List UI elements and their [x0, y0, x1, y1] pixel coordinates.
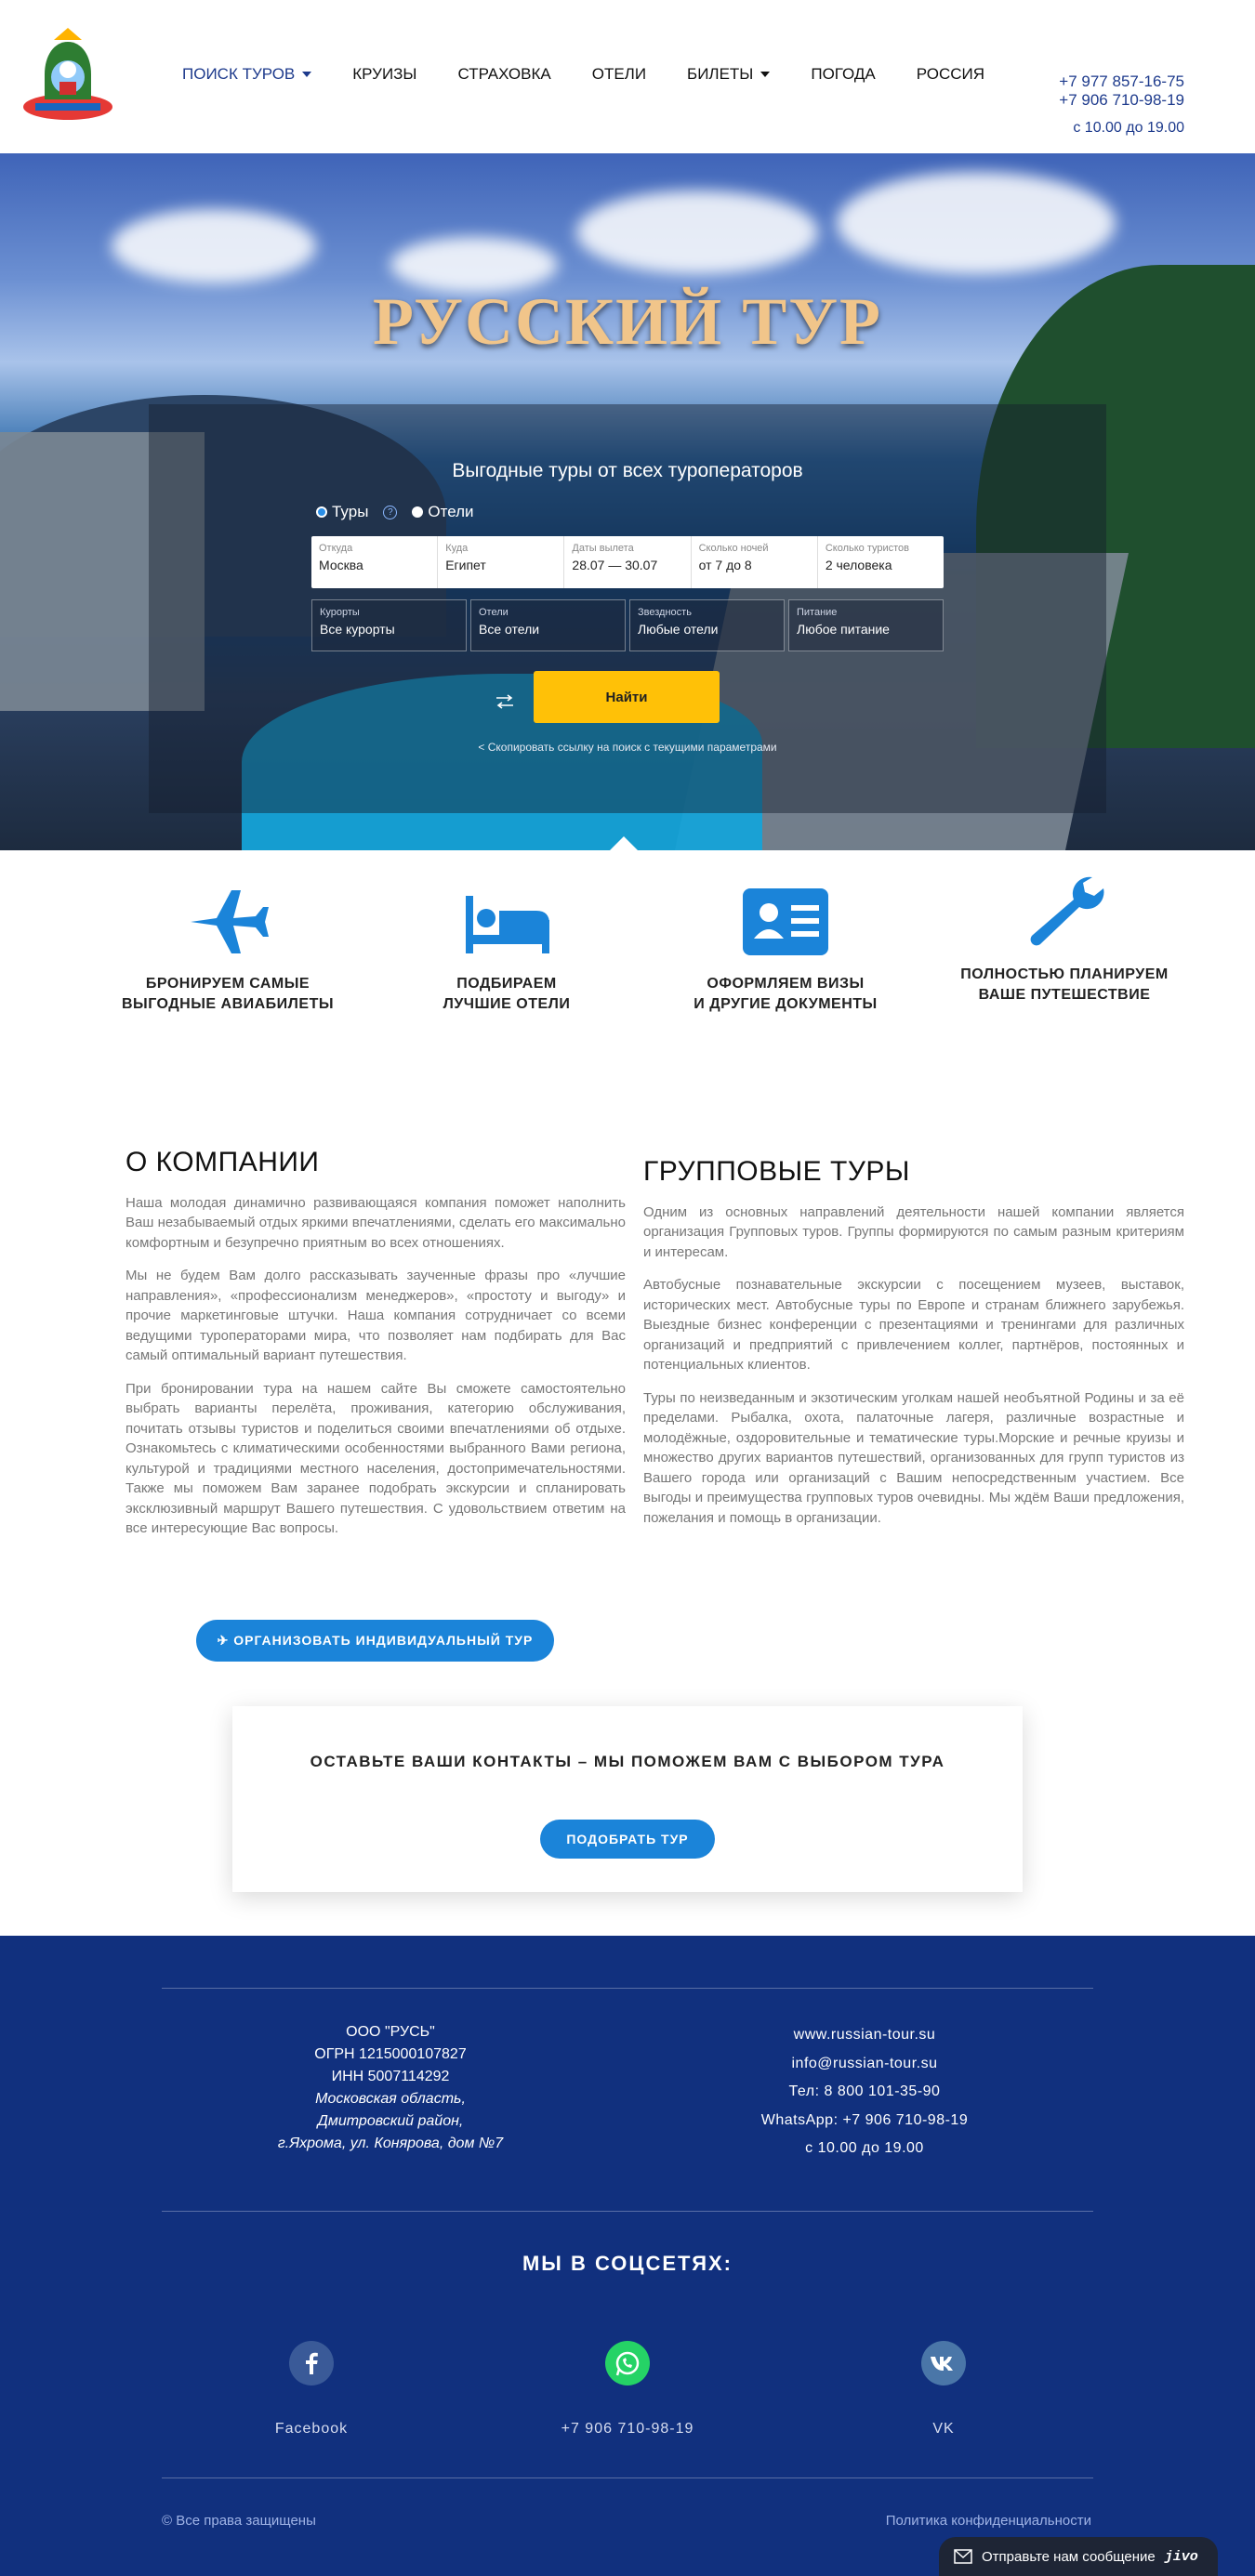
field-label: Отели — [479, 607, 509, 618]
nav-item-cruises[interactable] — [352, 65, 416, 84]
feature-line: ПОДБИРАЕМ — [456, 976, 557, 992]
wrench-icon — [1020, 874, 1109, 950]
divider — [162, 2211, 1093, 2212]
copyright: © Все права защищены — [162, 2513, 316, 2529]
social-facebook[interactable] — [209, 2341, 414, 2438]
group-paragraph: Туры по неизведанным и экзотическим уголкам нашей необъятной Родины и за её пределами. Рыбалка, охота, палаточные лагеря, различные возрастные и молодёжные, оздоровительные и тематические туры.Морские и речные круизы и множество других вариантов путешествий, организованных для групп туристов из Вашего города или организаций с Вашим непосредственным участием. Все выгоды и преимущества групповых туров очевидны. Мы ждём Ваши предложения, пожелания и помощь в организации. — [643, 1389, 1184, 1526]
nav-label: РОССИЯ — [916, 65, 985, 83]
feature-planning — [958, 874, 1171, 1005]
group-title: ГРУППОВЫЕ ТУРЫ — [643, 1156, 910, 1187]
social-whatsapp[interactable] — [525, 2341, 730, 2438]
field-dates[interactable] — [564, 536, 691, 588]
cloud-decor — [837, 172, 1116, 274]
site-footer — [0, 1936, 1255, 2576]
field-value: 28.07 — 30.07 — [572, 558, 658, 572]
group-paragraph: Автобусные познавательные экскурсии с посещением музеев, выставок, исторических мест. Автобусные туры по Европе и странам ближнего зарубежья. Выездные бизнес конференции с презентациями и тренингами для различных организаций и предприятий с привлечением коллег, партнёров, постоянных и потенциальных клиентов. — [643, 1277, 1184, 1373]
field-value: 2 человека — [825, 558, 892, 572]
group-tours-section — [643, 1156, 1184, 1541]
share-icon: < — [478, 741, 485, 754]
field-label: Курорты — [320, 607, 360, 618]
field-meals[interactable] — [788, 599, 944, 651]
feature-line: БРОНИРУЕМ САМЫЕ — [145, 976, 310, 992]
section-notch — [609, 836, 639, 850]
nav-label: БИЛЕТЫ — [687, 65, 754, 83]
nav-item-hotels[interactable] — [592, 65, 646, 84]
search-fields-main — [311, 536, 944, 588]
nav-label: ПОГОДА — [811, 65, 876, 83]
field-value: Все курорты — [320, 622, 395, 637]
field-to[interactable] — [438, 536, 564, 588]
about-paragraph: При бронировании тура на нашем сайте Вы сможете самостоятельно выбрать варианты перелёта, проживания, категорию обслуживания, почитать отзывы туристов и поделиться своими впечатлениями об отдыхе. Ознакомьтесь с климатическими особенностями выбранного Вами региона, культурой и традициями местного населения, достопримечательностями. Также мы поможем Вам заранее подобрать экскурсии и спланировать эксклюзивный маршрут Вашего путешествия. С удовольствием ответим на все интересующие Вас вопросы. — [126, 1380, 626, 1536]
whatsapp-link[interactable]: WhatsApp: +7 906 710-98-19 — [760, 2111, 969, 2128]
copy-link-label: Скопировать ссылку на поиск с текущими параметрами — [487, 741, 777, 754]
individual-tour-button[interactable]: ✈ ОРГАНИЗОВАТЬ ИНДИВИДУАЛЬНЫЙ ТУР — [196, 1620, 554, 1662]
company-info — [223, 2021, 558, 2155]
nav-label: ПОИСК ТУРОВ — [182, 65, 296, 83]
divider — [162, 1988, 1093, 1989]
field-label: Даты вылета — [572, 543, 634, 554]
social-vk[interactable] — [841, 2341, 1046, 2438]
feature-line: ЛУЧШИЕ ОТЕЛИ — [443, 996, 571, 1012]
social-label: +7 906 710-98-19 — [561, 2421, 694, 2437]
nav-label: СТРАХОВКА — [457, 65, 551, 83]
search-subtitle: Выгодные туры от всех туроператоров — [452, 460, 803, 481]
field-label: Питание — [797, 607, 838, 618]
contact-cta-card — [232, 1706, 1023, 1892]
envelope-icon — [954, 2549, 972, 2564]
logo[interactable] — [17, 23, 119, 125]
company-inn: ИНН 5007114292 — [331, 2069, 450, 2084]
copy-search-link[interactable] — [149, 741, 1106, 754]
site-header — [0, 0, 1255, 153]
working-hours: с 10.00 до 19.00 — [1073, 120, 1184, 136]
field-value: Любое питание — [797, 622, 890, 637]
company-address: Московская область, — [315, 2091, 466, 2107]
nav-label: КРУИЗЫ — [352, 65, 417, 83]
field-label: Сколько ночей — [698, 543, 769, 554]
plane-icon — [183, 883, 272, 959]
header-contacts — [1059, 72, 1184, 138]
about-paragraph: Наша молодая динамично развивающаяся компания поможет наполнить Ваш незабываемый отдых яркими впечатлениями, сделать его максимально комфортным и безупречно приятным во всех отношениях. — [126, 1194, 626, 1251]
radio-dot — [412, 506, 423, 518]
feature-hotels — [400, 883, 614, 1015]
bed-icon — [462, 883, 551, 959]
nav-item-russia[interactable] — [917, 65, 984, 84]
hero-title: РУССКИЙ ТУР — [372, 284, 883, 359]
chat-widget[interactable] — [939, 2537, 1218, 2576]
find-button[interactable]: Найти — [534, 671, 720, 723]
whatsapp-icon — [605, 2341, 650, 2385]
facebook-icon — [289, 2341, 334, 2385]
privacy-policy-link[interactable]: Политика конфиденциальности — [885, 2513, 1091, 2529]
feature-line: ВАШЕ ПУТЕШЕСТВИЕ — [978, 987, 1151, 1003]
search-fields-extra — [311, 599, 944, 651]
id-card-icon — [741, 883, 830, 959]
group-paragraph: Одним из основных направлений деятельности нашей компании является организация Групповых туров. Группы формируются по самым разным критериям и интересам. — [643, 1203, 1184, 1260]
tour-search-widget — [149, 404, 1106, 813]
field-nights[interactable] — [692, 536, 818, 588]
hero-banner — [0, 153, 1255, 850]
site-link[interactable]: www.russian-tour.su — [793, 2027, 936, 2043]
feature-line: ПОЛНОСТЬЮ ПЛАНИРУЕМ — [960, 966, 1169, 982]
chevron-down-icon — [302, 72, 311, 77]
about-section — [126, 1147, 626, 1552]
working-hours: с 10.00 до 19.00 — [805, 2140, 924, 2156]
field-label: Куда — [445, 543, 469, 554]
filters-icon[interactable] — [495, 694, 515, 709]
field-stars[interactable] — [629, 599, 785, 651]
field-resorts[interactable] — [311, 599, 467, 651]
about-paragraph: Мы не будем Вам долго рассказывать заученные фразы про «лучшие направления», «профессионализм менеджеров», «простоту и выгоду» и прочие маркетинговые штучки. Наша компания сотрудничает со всеми ведущими туроператорами мира, что позволяет нам подбирать для Вас самый оптимальный вариант путешествия. — [126, 1268, 626, 1363]
phone-link[interactable]: +7 977 857-16-75 — [1059, 72, 1184, 90]
phone-link[interactable]: +7 906 710-98-19 — [1059, 91, 1184, 109]
features-row — [0, 883, 1255, 1041]
social-title: МЫ В СОЦСЕТЯХ: — [522, 2252, 733, 2275]
field-hotels[interactable] — [470, 599, 626, 651]
feature-visas — [679, 883, 892, 1015]
chevron-down-icon — [760, 72, 770, 77]
field-label: Сколько туристов — [825, 543, 910, 554]
contact-info — [697, 2021, 1032, 2163]
radio-tours[interactable] — [316, 503, 368, 521]
nav-item-tickets[interactable] — [687, 65, 770, 84]
main-nav — [182, 65, 1025, 84]
nav-label: ОТЕЛИ — [591, 65, 647, 83]
nav-item-weather[interactable] — [811, 65, 875, 84]
pick-tour-button[interactable]: ПОДОБРАТЬ ТУР — [540, 1820, 715, 1859]
field-value: Египет — [445, 558, 486, 572]
field-value: Москва — [319, 558, 363, 572]
vk-icon — [921, 2341, 966, 2385]
cloud-decor — [112, 209, 316, 283]
nav-item-tour-search[interactable] — [182, 65, 311, 84]
radio-hotels[interactable] — [412, 503, 473, 521]
company-ogrn: ОГРН 1215000107827 — [314, 2046, 467, 2062]
feature-line: ВЫГОДНЫЕ АВИАБИЛЕТЫ — [121, 996, 335, 1012]
divider — [162, 2477, 1093, 2478]
field-label: Откуда — [319, 543, 353, 554]
social-label: Facebook — [274, 2421, 349, 2437]
field-label: Звездность — [638, 607, 692, 618]
help-icon[interactable]: ? — [383, 506, 397, 519]
feature-line: ОФОРМЛЯЕМ ВИЗЫ — [707, 976, 865, 992]
feature-line: И ДРУГИЕ ДОКУМЕНТЫ — [694, 996, 878, 1012]
phone-link[interactable]: Тел: 8 800 101-35-90 — [788, 2083, 941, 2099]
company-name: ООО "РУСЬ" — [346, 2024, 435, 2040]
field-from[interactable] — [311, 536, 438, 588]
field-value: Любые отели — [638, 622, 719, 637]
search-type-radios — [316, 503, 474, 521]
field-tourists[interactable] — [818, 536, 944, 588]
cta-title: ОСТАВЬТЕ ВАШИ КОНТАКТЫ – МЫ ПОМОЖЕМ ВАМ С ВЫБОРОМ ТУРА — [310, 1753, 945, 1770]
feature-flights — [121, 883, 335, 1015]
company-address: Дмитровский район, — [317, 2113, 464, 2129]
social-label: VK — [932, 2421, 955, 2437]
company-address: г.Яхрома, ул. Конярова, дом №7 — [277, 2136, 504, 2151]
cloud-decor — [576, 191, 818, 274]
radio-label: Туры — [332, 503, 369, 520]
about-title: О КОМПАНИИ — [126, 1147, 320, 1177]
field-value: Все отели — [479, 622, 540, 637]
chat-label: Отправьте нам сообщение — [982, 2548, 1156, 2565]
chat-brand: jivo — [1164, 2548, 1198, 2565]
radio-label: Отели — [428, 503, 474, 520]
field-value: от 7 до 8 — [698, 558, 752, 572]
email-link[interactable]: info@russian-tour.su — [791, 2055, 938, 2071]
nav-item-insurance[interactable] — [458, 65, 551, 84]
radio-dot — [316, 506, 327, 518]
